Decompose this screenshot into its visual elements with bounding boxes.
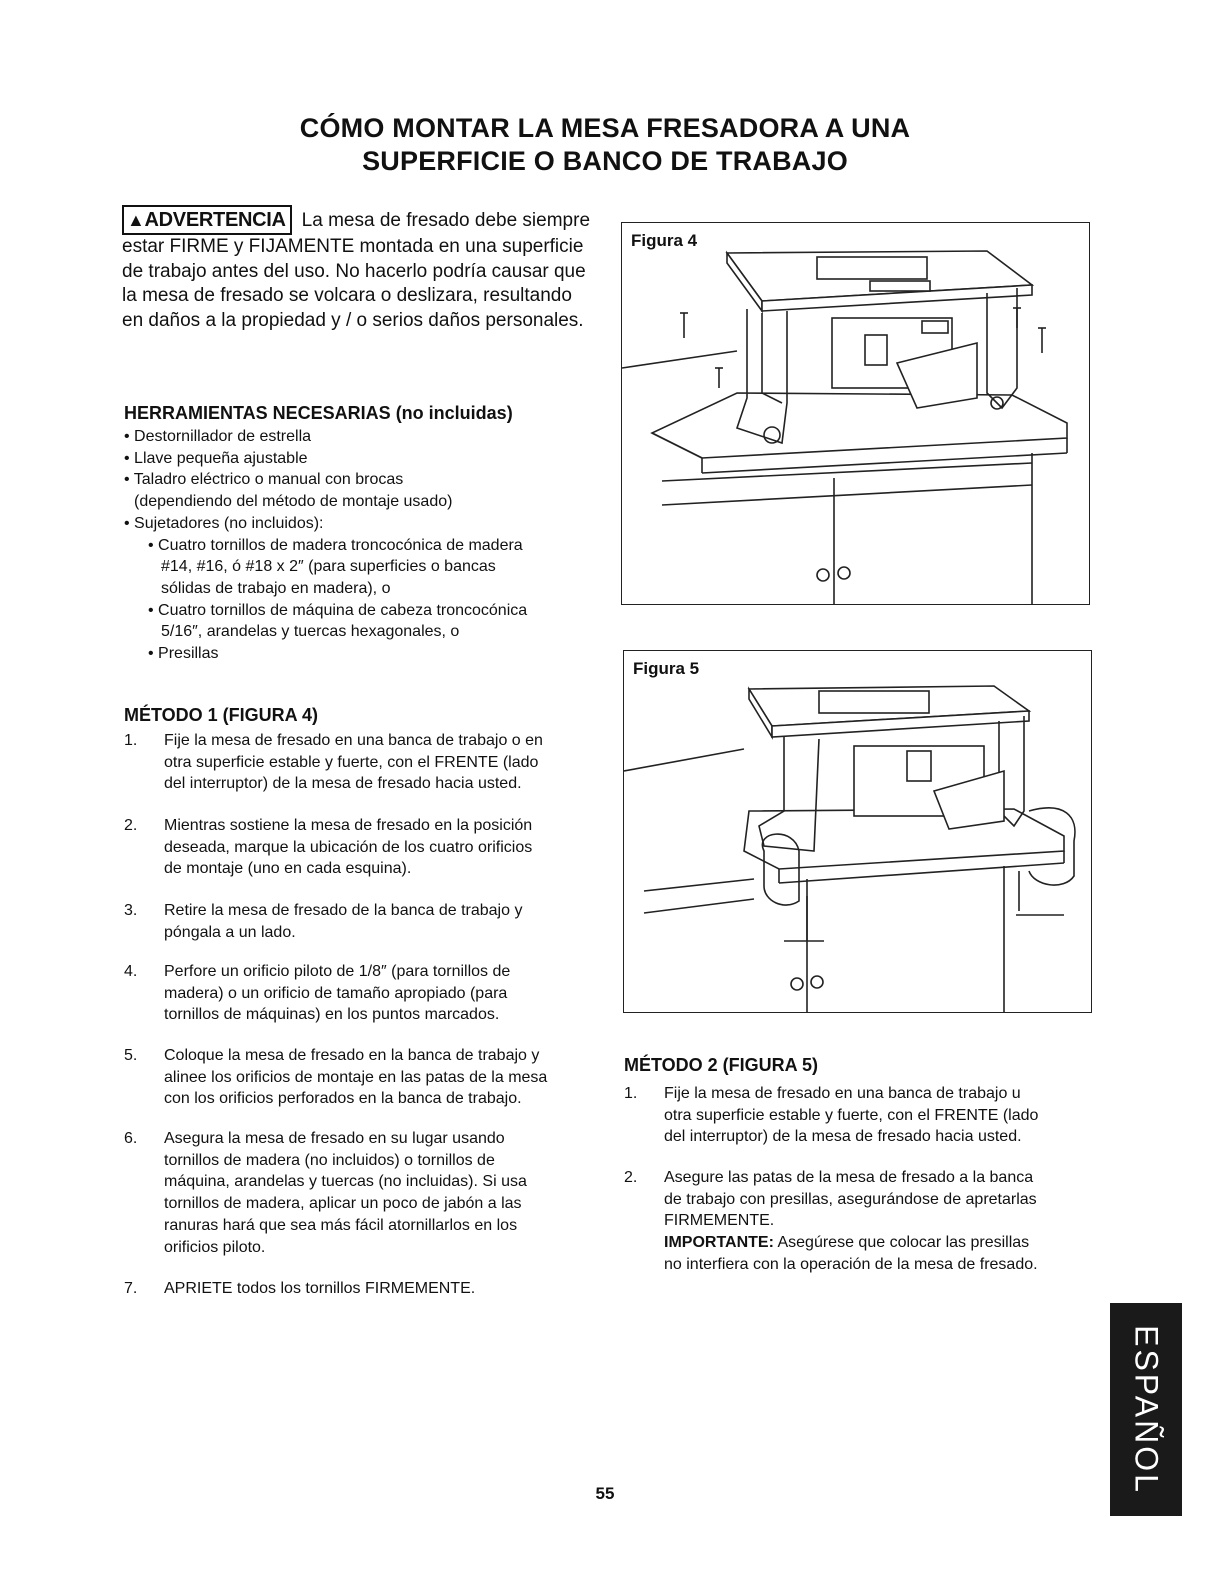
list-item — [624, 1167, 1094, 1276]
step-text: Perfore un orificio piloto de 1/8″ (para tornillos de madera) o un orificio de tamaño apropiado (para tornillos de máquinas) en los puntos marcados. — [164, 963, 511, 1024]
tools-heading: HERRAMIENTAS NECESARIAS (no incluidas) — [124, 403, 513, 423]
list-item: 5/16″, arandelas y tuercas hexagonales, o — [161, 623, 460, 641]
warning-label-text: ADVERTENCIA — [144, 209, 286, 231]
step-number: 3. — [124, 902, 138, 919]
figure-4-caption: Figura 4 — [631, 231, 698, 250]
step-number: 5. — [124, 1047, 138, 1064]
list-item — [624, 1083, 1094, 1148]
list-item — [124, 1045, 594, 1110]
figure-5-caption: Figura 5 — [633, 659, 700, 678]
page-title — [0, 112, 1210, 178]
page-title-line-2: SUPERFICIE O BANCO DE TRABAJO — [362, 146, 848, 176]
important-text: Asegúrese que colocar las presillas no interfiera con la operación de la mesa de fresado. — [664, 1234, 1038, 1273]
step-number: 1. — [624, 1085, 638, 1102]
step-number: 2. — [124, 817, 138, 834]
step-text: Asegure las patas de la mesa de fresado a la banca de trabajo con presillas, asegurándose de apretarlas FIRMEMENTE. — [664, 1169, 1037, 1230]
list-item: • Cuatro tornillos de madera troncocónica de madera — [148, 536, 523, 554]
list-item: #14, #16, ó #18 x 2″ (para superficies o bancas — [161, 558, 496, 576]
step-text: Fije la mesa de fresado en una banca de trabajo u otra superficie estable y fuerte, con el FRENTE (lado del interruptor) de la mesa de fresado hacia usted. — [664, 1085, 1039, 1146]
step-text: APRIETE todos los tornillos FIRMEMENTE. — [164, 1280, 476, 1297]
warning-triangle-icon: ▲ — [127, 210, 145, 230]
step-number: 1. — [124, 732, 138, 749]
list-item — [124, 961, 594, 1026]
step-text: Asegura la mesa de fresado en su lugar usando tornillos de madera (no incluidos) o tornillos de máquina, arandelas y tuercas (no incluidas). Si usa tornillos de madera, aplicar un poco de jabón a las ranuras hará que sea más fácil atornillarlos en los orificios piloto. — [164, 1130, 527, 1256]
list-item — [124, 815, 594, 880]
figure-5-illustration — [624, 651, 1091, 1012]
page-title-line-1: CÓMO MONTAR LA MESA FRESADORA A UNA — [299, 113, 911, 143]
list-item — [124, 1278, 594, 1300]
list-item: sólidas de trabajo en madera), o — [161, 579, 391, 597]
step-number: 2. — [624, 1169, 638, 1186]
list-item — [124, 1128, 594, 1258]
step-number: 7. — [124, 1280, 138, 1297]
list-item: • Destornillador de estrella — [124, 428, 312, 445]
figure-5 — [623, 650, 1092, 1013]
list-item: • Presillas — [148, 645, 219, 663]
warning-label — [122, 205, 292, 235]
step-text: Coloque la mesa de fresado en la banca de trabajo y alinee los orificios de montaje en las patas de la mesa con los orificios perforados en la banca de trabajo. — [164, 1047, 548, 1108]
list-item: • Cuatro tornillos de máquina de cabeza troncocónica — [148, 601, 528, 619]
figure-4-illustration — [622, 223, 1089, 604]
warning-block — [122, 205, 592, 333]
important-label: IMPORTANTE: — [664, 1234, 774, 1252]
method1-heading: MÉTODO 1 (FIGURA 4) — [124, 705, 319, 725]
method2-heading: MÉTODO 2 (FIGURA 5) — [624, 1055, 819, 1075]
warning-text: La mesa de fresado debe siempre estar FIRME y FIJAMENTE montada en una superficie de trabajo antes del uso. No hacerlo podría causar que la mesa de fresado se volcara o deslizara, resultando en daños a la propiedad y / o serios daños personales. — [122, 210, 591, 331]
list-item — [124, 730, 594, 795]
step-number: 4. — [124, 963, 138, 980]
list-item: • Taladro eléctrico o manual con brocas — [124, 471, 404, 489]
list-item: • Llave pequeña ajustable — [124, 449, 308, 467]
step-number: 6. — [124, 1130, 138, 1147]
tools-list — [124, 426, 594, 665]
page-number: 55 — [595, 1484, 615, 1503]
important-note — [664, 1232, 1094, 1275]
figure-4 — [621, 222, 1090, 605]
list-item: • Sujetadores (no incluidos): — [124, 514, 324, 532]
language-tab-label: ESPAÑOL — [1128, 1324, 1165, 1495]
step-text: Retire la mesa de fresado de la banca de trabajo y póngala a un lado. — [164, 902, 523, 941]
list-item — [124, 900, 594, 943]
step-text: Fije la mesa de fresado en una banca de trabajo o en otra superficie estable y fuerte, con el FRENTE (lado del interruptor) de la mesa de fresado hacia usted. — [164, 732, 543, 793]
list-item: (dependiendo del método de montaje usado) — [134, 493, 453, 511]
step-text: Mientras sostiene la mesa de fresado en la posición deseada, marque la ubicación de los cuatro orificios de montaje (uno en cada esquina). — [164, 817, 533, 878]
